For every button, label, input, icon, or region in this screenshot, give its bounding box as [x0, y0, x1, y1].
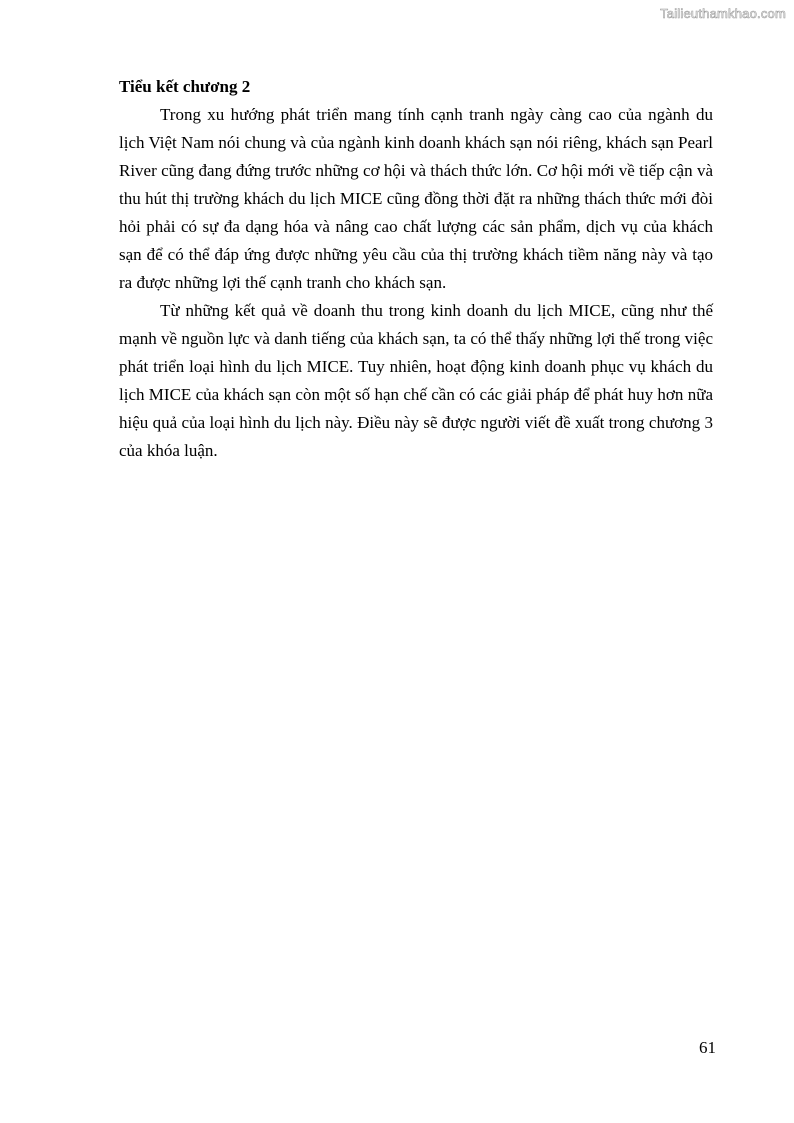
- page-number: 61: [699, 1038, 716, 1057]
- paragraph-2: Từ những kết quả về doanh thu trong kinh doanh du lịch MICE, cũng như thế mạnh về nguồn lực và danh tiếng của khách sạn, ta có thể thấy những lợi thế trong việc phát triển loại hình du lịch MICE. Tuy nhiên, hoạt động kinh doanh phục vụ khách du lịch MICE của khách sạn còn một số hạn chế cần có các giải pháp để phát huy hơn nữa hiệu quả của loại hình du lịch này. Điều này sẽ được người viết đề xuất trong chương 3 của khóa luận.: [119, 301, 713, 460]
- watermark-text: Tailieuthamkhao.com: [660, 6, 786, 21]
- section-heading: Tiểu kết chương 2: [119, 77, 251, 96]
- paragraph-1: Trong xu hướng phát triển mang tính cạnh tranh ngày càng cao của ngành du lịch Việt Nam nói chung và của ngành kinh doanh khách sạn nói riêng, khách sạn Pearl River cũng đang đứng trước những cơ hội và thách thức lớn. Cơ hội mới về tiếp cận và thu hút thị trường khách du lịch MICE cũng đồng thời đặt ra những thách thức mới đòi hỏi phải có sự đa dạng hóa và nâng cao chất lượng các sản phẩm, dịch vụ của khách sạn để có thể đáp ứng được những yêu cầu của thị trường khách tiềm năng này và tạo ra được những lợi thế cạnh tranh cho khách sạn.: [119, 105, 713, 292]
- document-body: [119, 73, 713, 465]
